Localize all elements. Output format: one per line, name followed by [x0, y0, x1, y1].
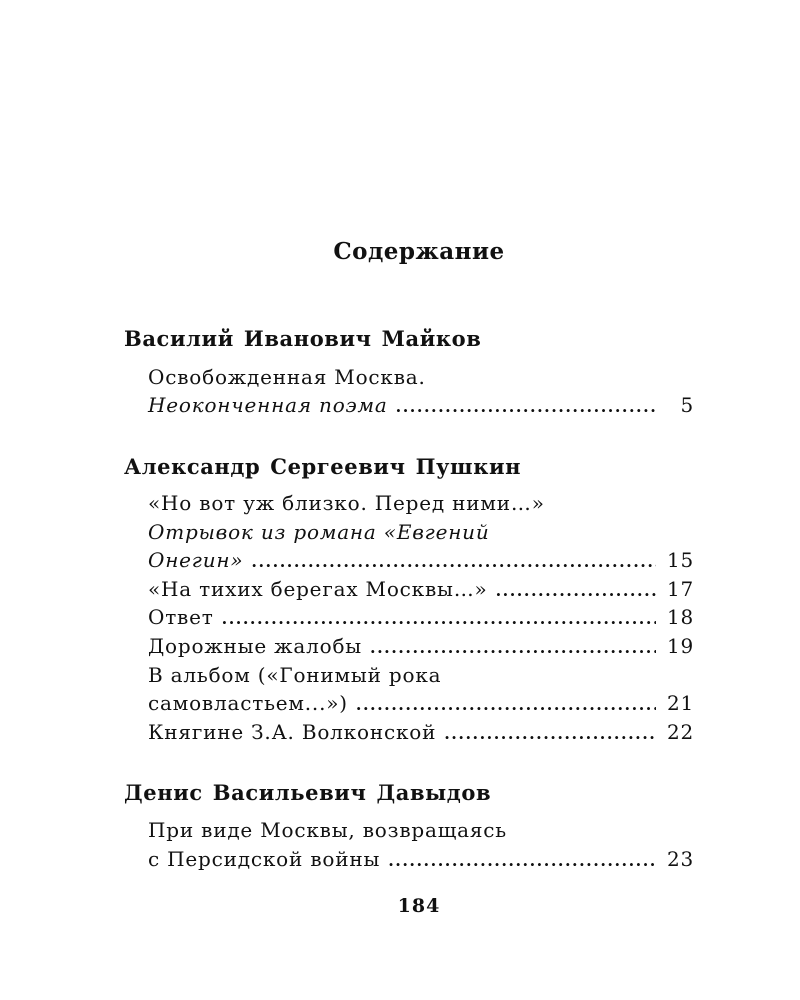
toc-entry-subtitle-line: Отрывок из романа «Евгений [148, 520, 490, 544]
toc-entry-title-line: В альбом («Гонимый рока [148, 663, 442, 687]
toc-entry-page: 18 [666, 605, 694, 629]
dot-leader [251, 547, 656, 576]
author-patronymic: Сергеевич [270, 454, 406, 479]
author-patronymic: Иванович [243, 326, 372, 351]
toc-entry-title: «На тихих берегах Москвы…» [148, 577, 488, 601]
toc-entry-page: 22 [666, 720, 694, 744]
author-first-name: Александр [124, 454, 261, 479]
toc-entry-page: 19 [666, 634, 694, 658]
toc-entry[interactable] [148, 632, 694, 661]
toc-entry-title-line: При виде Москвы, возвращаясь [148, 818, 507, 842]
toc-entry-page: 21 [666, 691, 694, 715]
dot-leader [396, 392, 656, 421]
dot-leader [370, 633, 656, 662]
author-last-name: Давыдов [376, 780, 492, 805]
dot-leader [388, 846, 656, 875]
author-last-name: Пушкин [415, 454, 522, 479]
toc-entry[interactable] [148, 546, 694, 575]
toc-entry[interactable] [148, 845, 694, 874]
dot-leader [222, 604, 656, 633]
toc-entry[interactable] [148, 391, 694, 420]
toc-entry-title: Ответ [148, 605, 214, 629]
dot-leader [444, 719, 656, 748]
toc-entry[interactable] [148, 603, 694, 632]
toc-entry-page: 17 [666, 577, 694, 601]
author-heading-maykov [124, 326, 491, 351]
toc-entry-subtitle: Неоконченная поэма [148, 393, 388, 417]
dot-leader [496, 576, 656, 605]
author-patronymic: Васильевич [212, 780, 367, 805]
toc-entry-page: 23 [666, 847, 694, 871]
toc-entry-title: самовластьем...») [148, 691, 348, 715]
toc-entry-title: Княгине З.А. Волконской [148, 720, 437, 744]
toc-entry-title: Дорожные жалобы [148, 634, 363, 658]
toc-entry-title: с Персидской войны [148, 847, 381, 871]
toc-entry[interactable] [148, 575, 694, 604]
toc-entry-title-line: Освобожденная Москва. [148, 365, 426, 389]
author-first-name: Василий [124, 326, 234, 351]
toc-entry-subtitle: Онегин» [148, 548, 244, 572]
page-title: Содержание [333, 238, 505, 265]
toc-entry-title-line: «Но вот уж близко. Перед ними…» [148, 491, 545, 515]
toc-entry-page: 15 [666, 548, 694, 572]
author-heading-davydov [124, 780, 501, 805]
toc-entry-page: 5 [680, 393, 694, 417]
author-last-name: Майков [381, 326, 482, 351]
toc-entry[interactable] [148, 689, 694, 718]
page-number: 184 [397, 895, 441, 917]
toc-entry[interactable] [148, 718, 694, 747]
author-first-name: Денис [124, 780, 203, 805]
dot-leader [356, 690, 656, 719]
author-heading-pushkin [124, 454, 531, 479]
